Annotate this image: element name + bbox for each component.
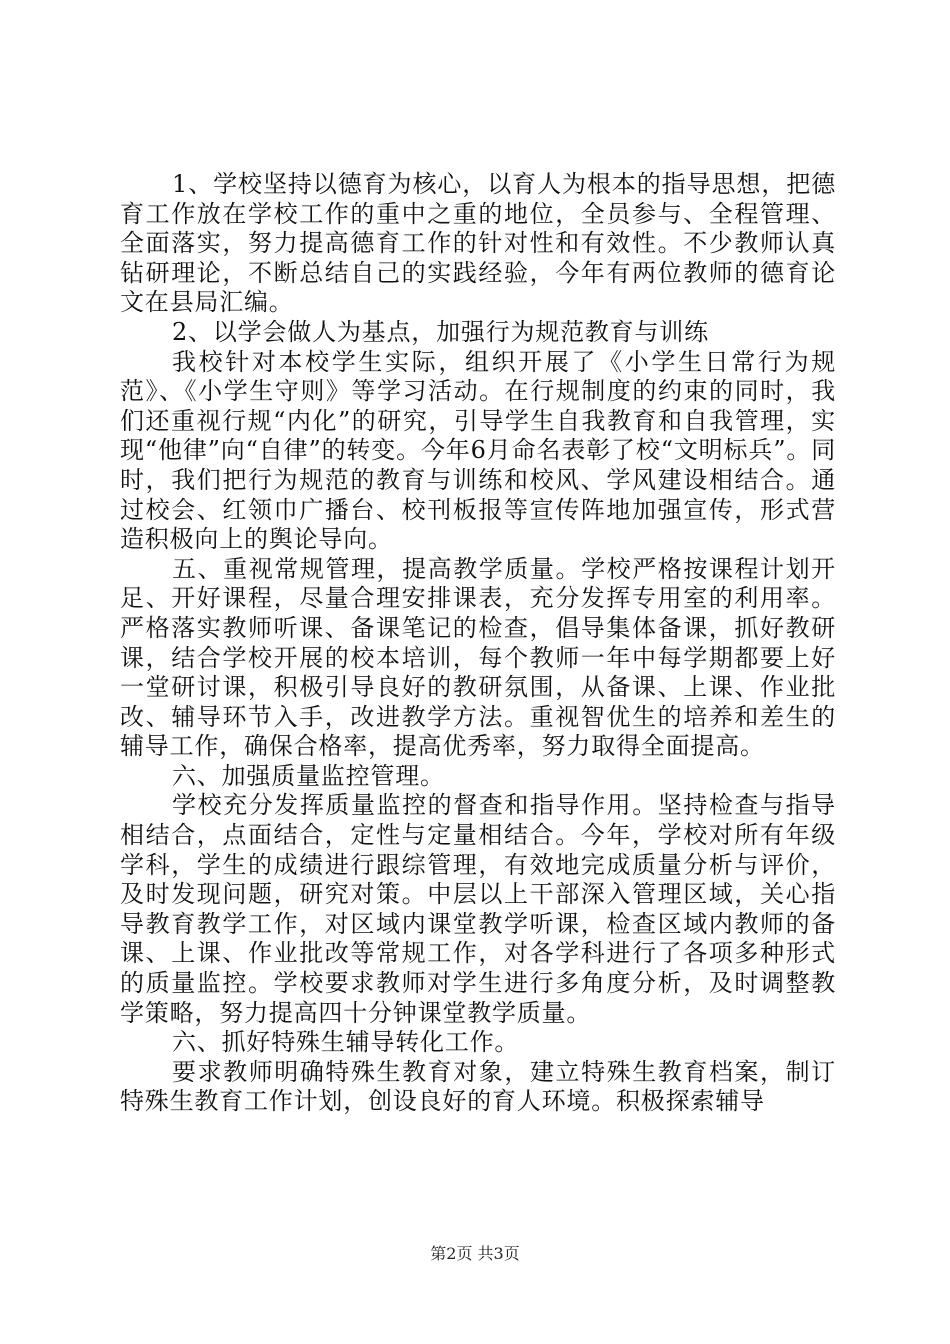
paragraph-heading-special-students: 六、抓好特殊生辅导转化工作。	[172, 1028, 520, 1057]
paragraph-special-students: 要求教师明确特殊生教育对象，建立特殊生教育档案，制订特殊生教育工作计划，创设良好的育人环境。积极探索辅导	[120, 1057, 836, 1116]
paragraph-heading-quality-monitoring: 六、加强质量监控管理。	[172, 761, 445, 790]
paragraph-quality-monitoring: 学校充分发挥质量监控的督查和指导作用。坚持检查与指导相结合，点面结合，定性与定量相结合。今年，学校对所有年级学科，学生的成绩进行跟综管理，有效地完成质量分析与评价，及时发现问题，研究对策。中层以上干部深入管理区域，关心指导教育教学工作，对区域内课堂教学听课，检查区域内教师的备课、上课、作业批改等常规工作，对各学科进行了各项多种形式的质量监控。学校要求教师对学生进行多角度分析，及时调整教学策略，努力提高四十分钟课堂教学质量。	[120, 791, 836, 1027]
paragraph-moral-education-core: 1、学校坚持以德育为核心，以育人为根本的指导思想，把德育工作放在学校工作的重中之重的地位，全员参与、全程管理、全面落实，努力提高德育工作的针对性和有效性。不少教师认真钻研理论，不断总结自己的实践经验，今年有两位教师的德育论文在县局汇编。	[120, 170, 836, 317]
page-number-footer: 第2页 共3页	[430, 1244, 520, 1263]
paragraph-behavior-norms-activities: 我校针对本校学生实际，组织开展了《小学生日常行为规范》、《小学生守则》等学习活动。在行规制度的约束的同时，我们还重视行规“内化”的研究，引导学生自我教育和自我管理，实现“他律”向“自律”的转变。今年6月命名表彰了校“文明标兵”。同时，我们把行为规范的教育与训练和校风、学风建设相结合。通过校会、红领巾广播台、校刊板报等宣传阵地加强宣传，形式营造积极向上的舆论导向。	[120, 347, 836, 554]
document-body	[120, 170, 836, 1117]
paragraph-heading-behavior-norms: 2、以学会做人为基点，加强行为规范教育与训练	[172, 317, 709, 346]
paragraph-routine-management: 五、重视常规管理，提高教学质量。学校严格按课程计划开足、开好课程，尽量合理安排课表，充分发挥专用室的利用率。严格落实教师听课、备课笔记的检查，倡导集体备课，抓好教研课，结合学校开展的校本培训，每个教师一年中每学期都要上好一堂研讨课，积极引导良好的教研氛围，从备课、上课、作业批改、辅导环节入手，改进教学方法。重视智优生的培养和差生的辅导工作，确保合格率，提高优秀率，努力取得全面提高。	[120, 554, 836, 761]
